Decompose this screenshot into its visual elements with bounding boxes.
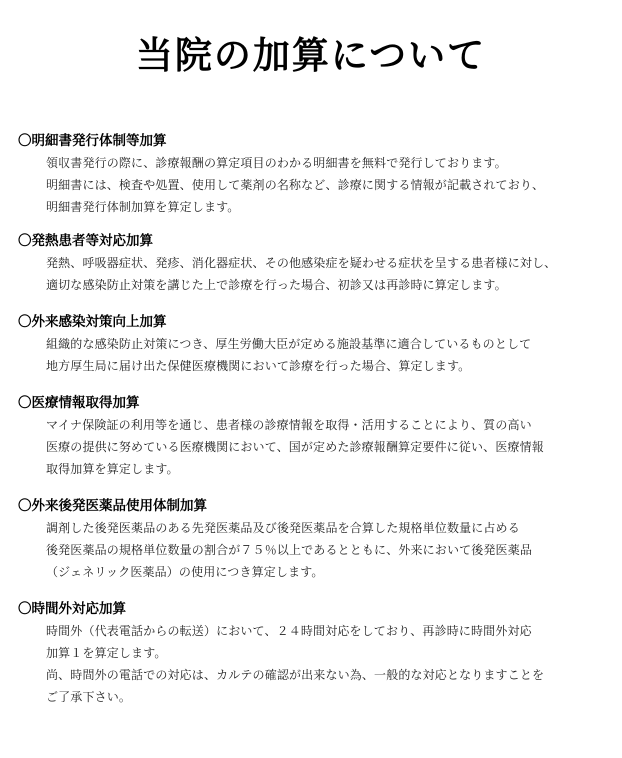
- section-line: マイナ保険証の利用等を通じ、患者様の診療情報を取得・活用することにより、質の高い: [46, 418, 532, 432]
- section-line: 組織的な感染防止対策につき、厚生労働大臣が定める施設基準に適合しているものとして: [46, 337, 532, 351]
- section-line: 明細書発行体制加算を算定します。: [46, 200, 240, 214]
- section-heading: 〇時間外対応加算: [18, 601, 126, 617]
- section-line: 時間外（代表電話からの転送）において、２４時間対応をしており、再診時に時間外対応: [46, 624, 532, 638]
- section-line: 発熱、呼吸器症状、発疹、消化器症状、その他感染症を疑わせる症状を呈する患者様に対し、: [46, 256, 557, 270]
- section-line: 適切な感染防止対策を講じた上で診療を行った場合、初診又は再診時に算定します。: [46, 278, 507, 292]
- section-line: ご了承下さい。: [46, 690, 132, 704]
- section-heading: 〇明細書発行体制等加算: [18, 133, 167, 149]
- page-title: 当院の加算について: [135, 34, 487, 77]
- section-heading: 〇医療情報取得加算: [18, 395, 140, 411]
- section-heading: 〇発熱患者等対応加算: [18, 233, 153, 249]
- section-body: [18, 414, 608, 480]
- section-body: [18, 517, 608, 583]
- section-body: [18, 152, 608, 218]
- section-line: 取得加算を算定します。: [46, 462, 179, 476]
- section-itemized-receipt: [18, 130, 608, 218]
- section-line: 領収書発行の際に、診療報酬の算定項目のわかる明細書を無料で発行しております。: [46, 156, 507, 170]
- section-after-hours: [18, 598, 608, 708]
- section-line: 調剤した後発医薬品のある先発医薬品及び後発医薬品を合算した規格単位数量に占める: [46, 521, 520, 535]
- section-line: 明細書には、検査や処置、使用して薬剤の名称など、診療に関する情報が記載されており、: [46, 178, 545, 192]
- section-body: [18, 620, 608, 708]
- section-body: [18, 252, 608, 296]
- section-line: 尚、時間外の電話での対応は、カルテの確認が出来ない為、一般的な対応となりますことを: [46, 668, 545, 682]
- section-heading: 〇外来感染対策向上加算: [18, 314, 167, 330]
- section-body: [18, 333, 608, 377]
- section-line: 医療の提供に努めている医療機関において、国が定めた診療報酬算定要件に従い、医療情報: [46, 440, 544, 454]
- section-infection-control: [18, 311, 608, 377]
- section-fever-patient: [18, 230, 608, 296]
- section-medical-info: [18, 392, 608, 480]
- section-generic-drug: [18, 495, 608, 583]
- section-heading: 〇外来後発医薬品使用体制加算: [18, 498, 207, 514]
- section-line: （ジェネリック医薬品）の使用につき算定します。: [46, 565, 324, 579]
- section-line: 地方厚生局に届け出た保健医療機関において診療を行った場合、算定します。: [46, 359, 471, 373]
- section-line: 後発医薬品の規格単位数量の割合が７５％以上であるとともに、外来において後発医薬品: [46, 543, 533, 557]
- section-line: 加算１を算定します。: [46, 646, 167, 660]
- sections-container: [18, 130, 608, 708]
